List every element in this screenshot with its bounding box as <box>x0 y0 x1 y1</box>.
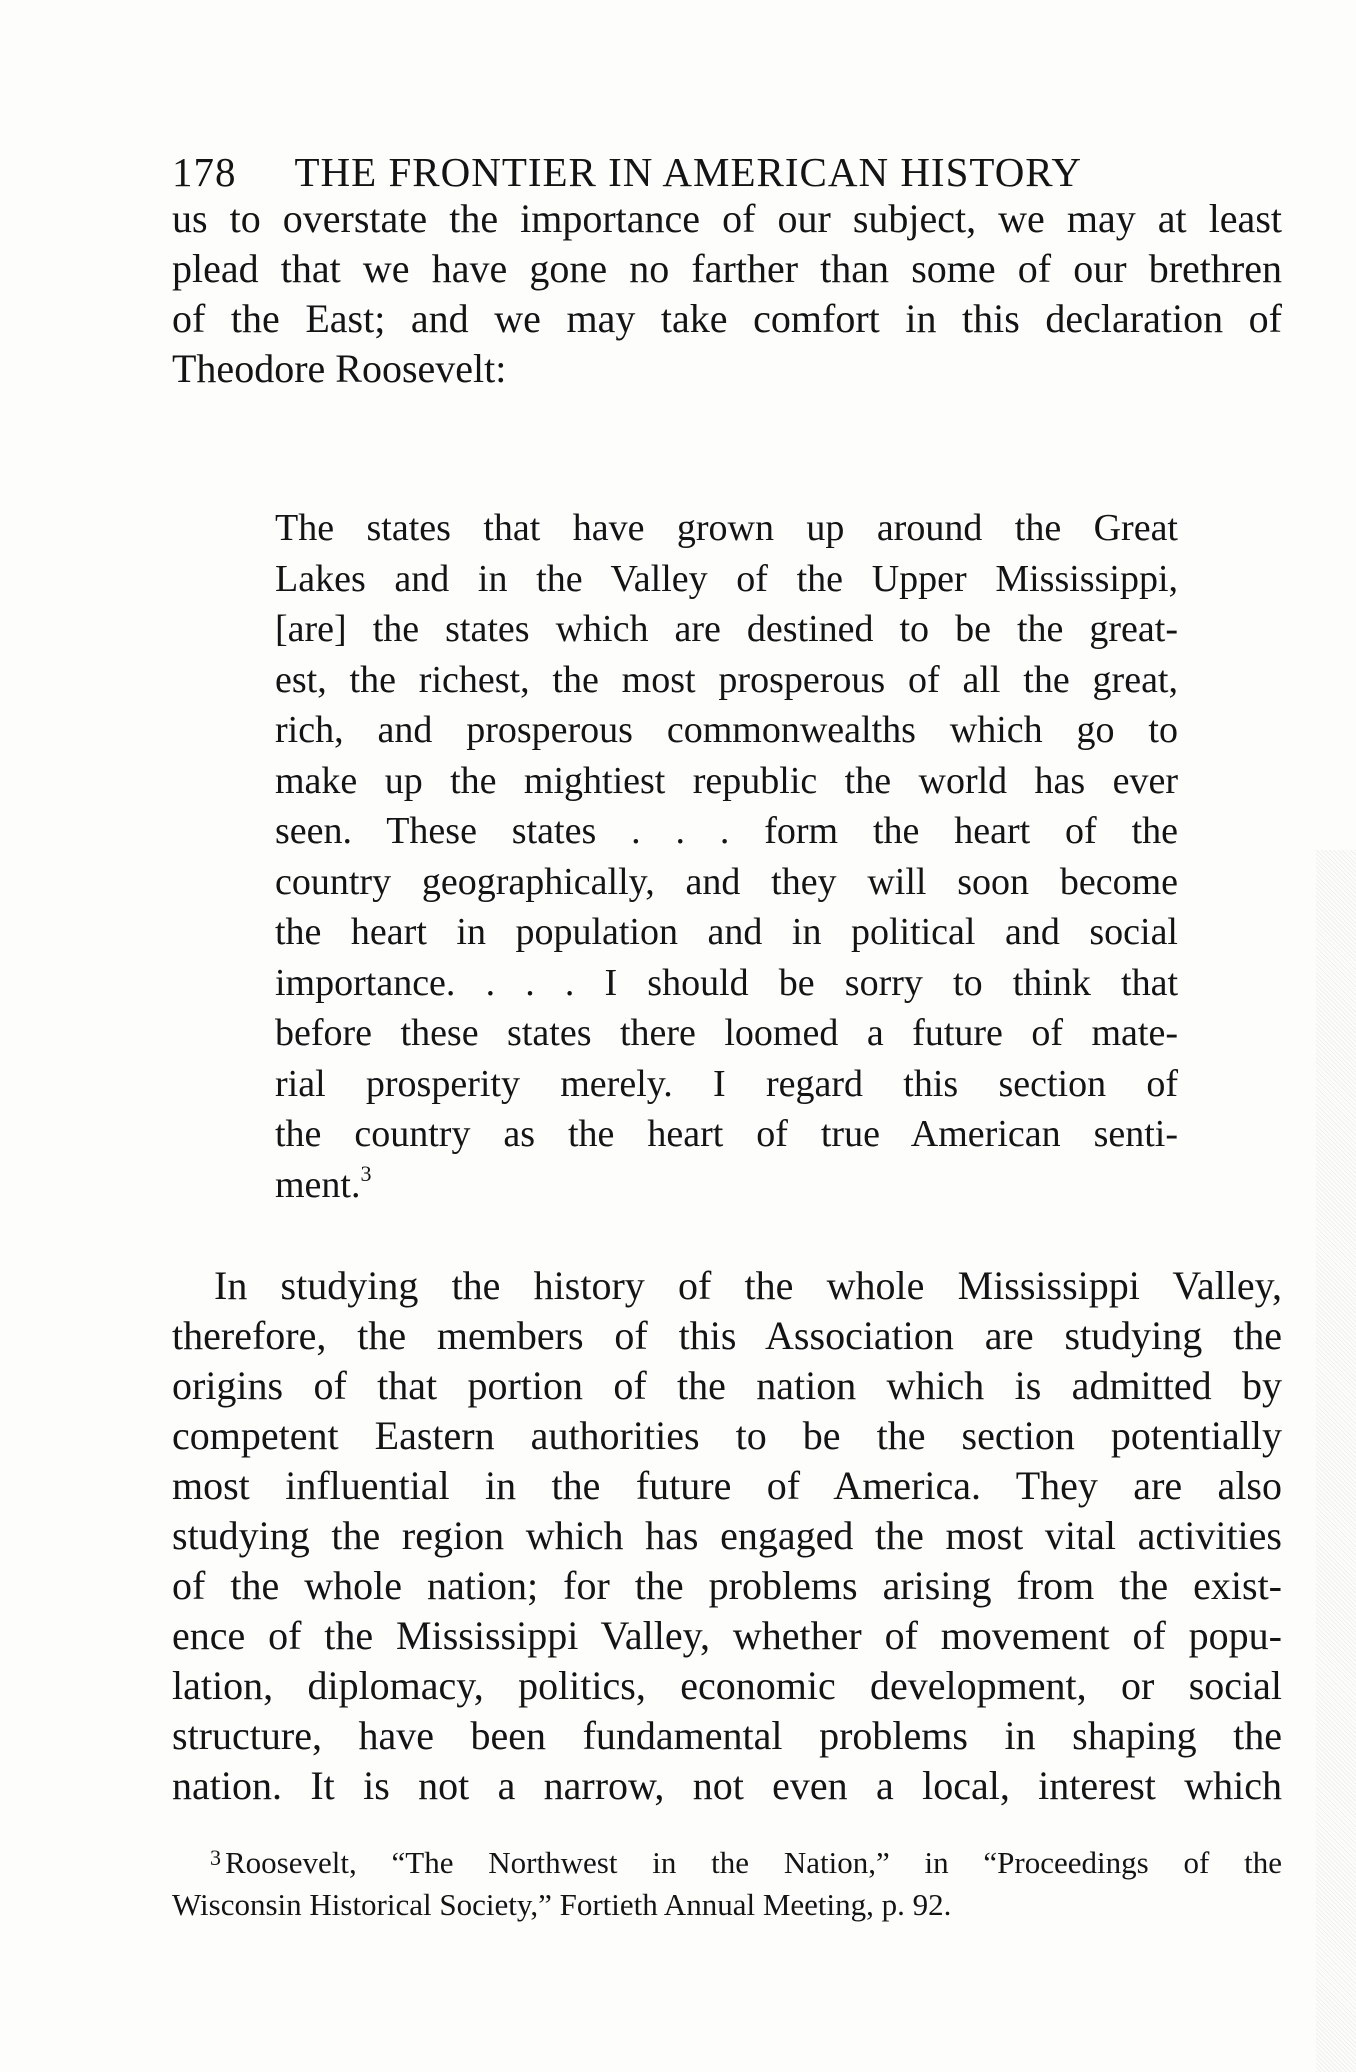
text-line: plead that we have gone no farther than some of our brethren <box>172 246 1282 291</box>
quote-line: country geographically, and they will soon become <box>275 860 1178 903</box>
running-header <box>172 149 1082 195</box>
quote-line: make up the mightiest republic the world has ever <box>275 759 1178 802</box>
block-quotation <box>275 503 1178 1210</box>
text-line: nation. It is not a narrow, not even a local, interest which <box>172 1763 1282 1808</box>
text-line: ence of the Mississippi Valley, whether of movement of popu- <box>172 1613 1282 1658</box>
quote-line: [are] the states which are destined to be the great- <box>275 608 1178 650</box>
text-line: lation, diplomacy, politics, economic development, or social <box>172 1663 1282 1708</box>
quote-line: Lakes and in the Valley of the Upper Mississippi, <box>275 557 1178 600</box>
quote-line: rial prosperity merely. I regard this section of <box>275 1062 1178 1105</box>
quote-line: before these states there loomed a future of mate- <box>275 1012 1178 1054</box>
footnote-marker: 3 <box>210 1845 221 1870</box>
text-line: origins of that portion of the nation which is admitted by <box>172 1363 1282 1408</box>
text-line: therefore, the members of this Association are studying the <box>172 1313 1282 1358</box>
text-line: Theodore Roosevelt: <box>172 346 507 391</box>
text-line: structure, have been fundamental problems in shaping the <box>172 1713 1282 1758</box>
text-line: of the East; and we may take comfort in this declaration of <box>172 296 1282 341</box>
page-edge-shading <box>1316 850 1356 2072</box>
quote-line: The states that have grown up around the Great <box>275 507 1178 549</box>
quote-line: est, the richest, the most prosperous of all the great, <box>275 658 1178 701</box>
intro-paragraph <box>172 194 1282 394</box>
quote-line-text: ment. <box>275 1163 361 1206</box>
text-line: studying the region which has engaged the most vital activities <box>172 1513 1282 1558</box>
text-line: In studying the history of the whole Mississippi Valley, <box>214 1263 1282 1308</box>
text-line: most influential in the future of America. They are also <box>172 1463 1282 1508</box>
text-line: competent Eastern authorities to be the section potentially <box>172 1413 1282 1458</box>
running-title: THE FRONTIER IN AMERICAN HISTORY <box>294 149 1082 195</box>
quote-line: the heart in population and in political and social <box>275 911 1178 953</box>
main-paragraph <box>172 1261 1282 1811</box>
page-number: 178 <box>172 149 237 195</box>
footnote-reference: 3 <box>360 1160 372 1186</box>
quote-line-final <box>275 1160 1178 1211</box>
quote-line: the country as the heart of true American senti- <box>275 1113 1178 1155</box>
text-line: us to overstate the importance of our subject, we may at least <box>172 196 1282 241</box>
quote-line: seen. These states . . . form the heart of the <box>275 810 1178 852</box>
footnote-text: Roosevelt, “The Northwest in the Nation,” in “Proceedings of the <box>225 1845 1282 1880</box>
footnote <box>172 1842 1282 1926</box>
quote-line: importance. . . . I should be sorry to think that <box>275 961 1178 1004</box>
footnote-line: Wisconsin Historical Society,” Fortieth Annual Meeting, p. 92. <box>172 1887 952 1922</box>
footnote-line <box>172 1842 1282 1884</box>
quote-line: rich, and prosperous commonwealths which go to <box>275 709 1178 751</box>
text-line: of the whole nation; for the problems arising from the exist- <box>172 1563 1282 1608</box>
